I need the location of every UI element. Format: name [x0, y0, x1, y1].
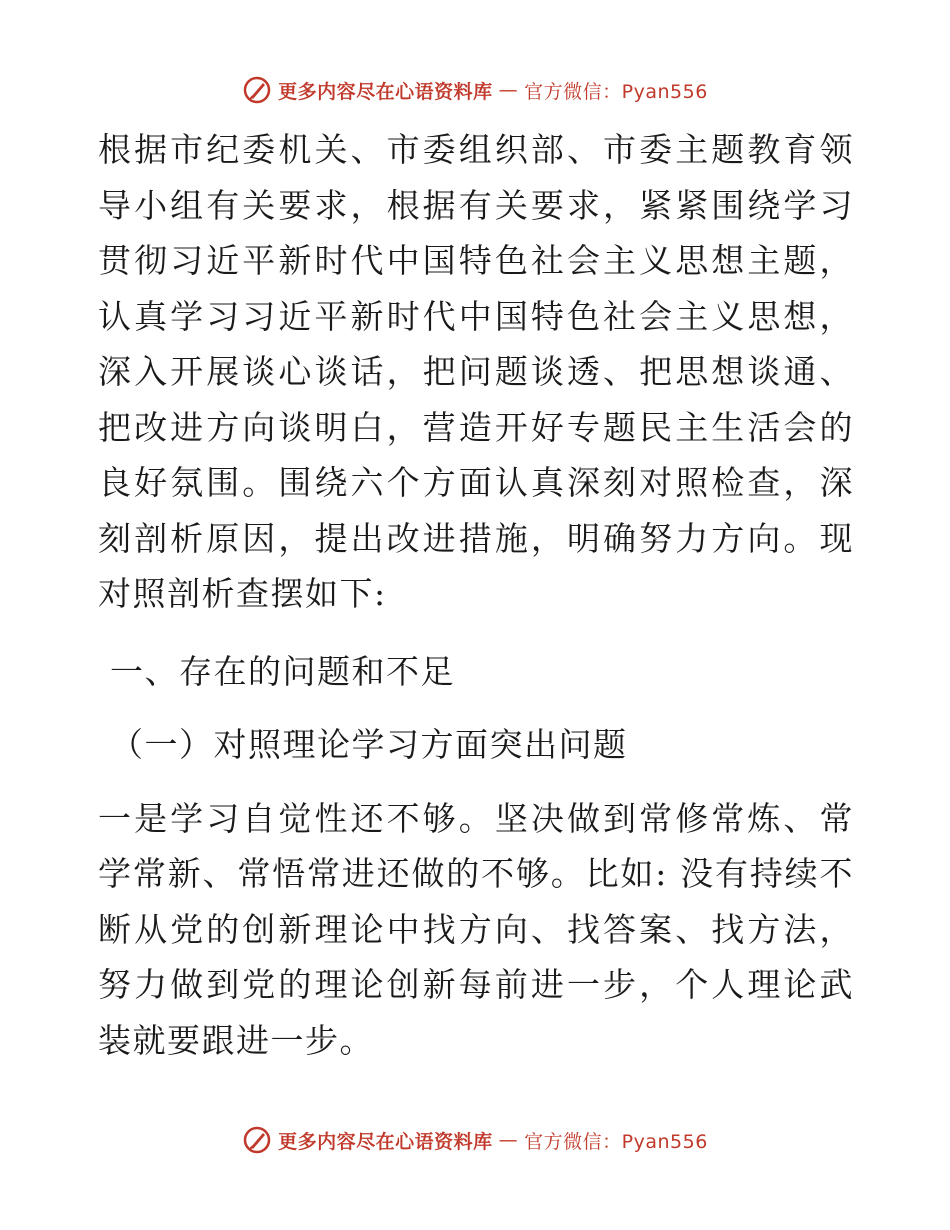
header-separator: — [498, 79, 519, 101]
header-watermark [242, 75, 708, 105]
document-body [98, 122, 854, 1068]
footer-brand-text: 更多内容尽在心语资料库 [278, 1130, 493, 1153]
quill-circle-icon [242, 1125, 272, 1155]
subsection-heading: （一）对照理论学习方面突出问题 [110, 725, 628, 764]
section-heading: 一、存在的问题和不足 [110, 651, 455, 691]
page-footer [0, 1122, 950, 1158]
intro-paragraph: 根据市纪委机关、市委组织部、市委主题教育领导小组有关要求，根据有关要求，紧紧围绕学习贯彻习近平新时代中国特色社会主义思想主题，认真学习习近平新时代中国特色社会主义思想，深入开展谈心谈话，把问题谈透、把思想谈通、把改进方向谈明白，营造开好专题民主生活会的良好氛围。围绕六个方面认真深刻对照检查，深刻剖析原因，提出改进措施，明确努力方向。现对照剖析查摆如下: [98, 130, 854, 613]
point-one-paragraph: 一是学习自觉性还不够。坚决做到常修常炼、常学常新、常悟常进还做的不够。比如: 没有持续不断从党的创新理论中找方向、找答案、找方法，努力做到党的理论创新每前进一步，个人理论武装就要跟进一步。 [98, 798, 854, 1060]
header-brand-text: 更多内容尽在心语资料库 [278, 80, 493, 103]
header-contact-text: 官方微信：Pyan556 [524, 80, 708, 103]
footer-separator: — [498, 1129, 519, 1151]
page-header [0, 72, 950, 108]
footer-contact-text: 官方微信：Pyan556 [524, 1130, 708, 1153]
footer-watermark [242, 1125, 708, 1155]
quill-circle-icon [242, 75, 272, 105]
